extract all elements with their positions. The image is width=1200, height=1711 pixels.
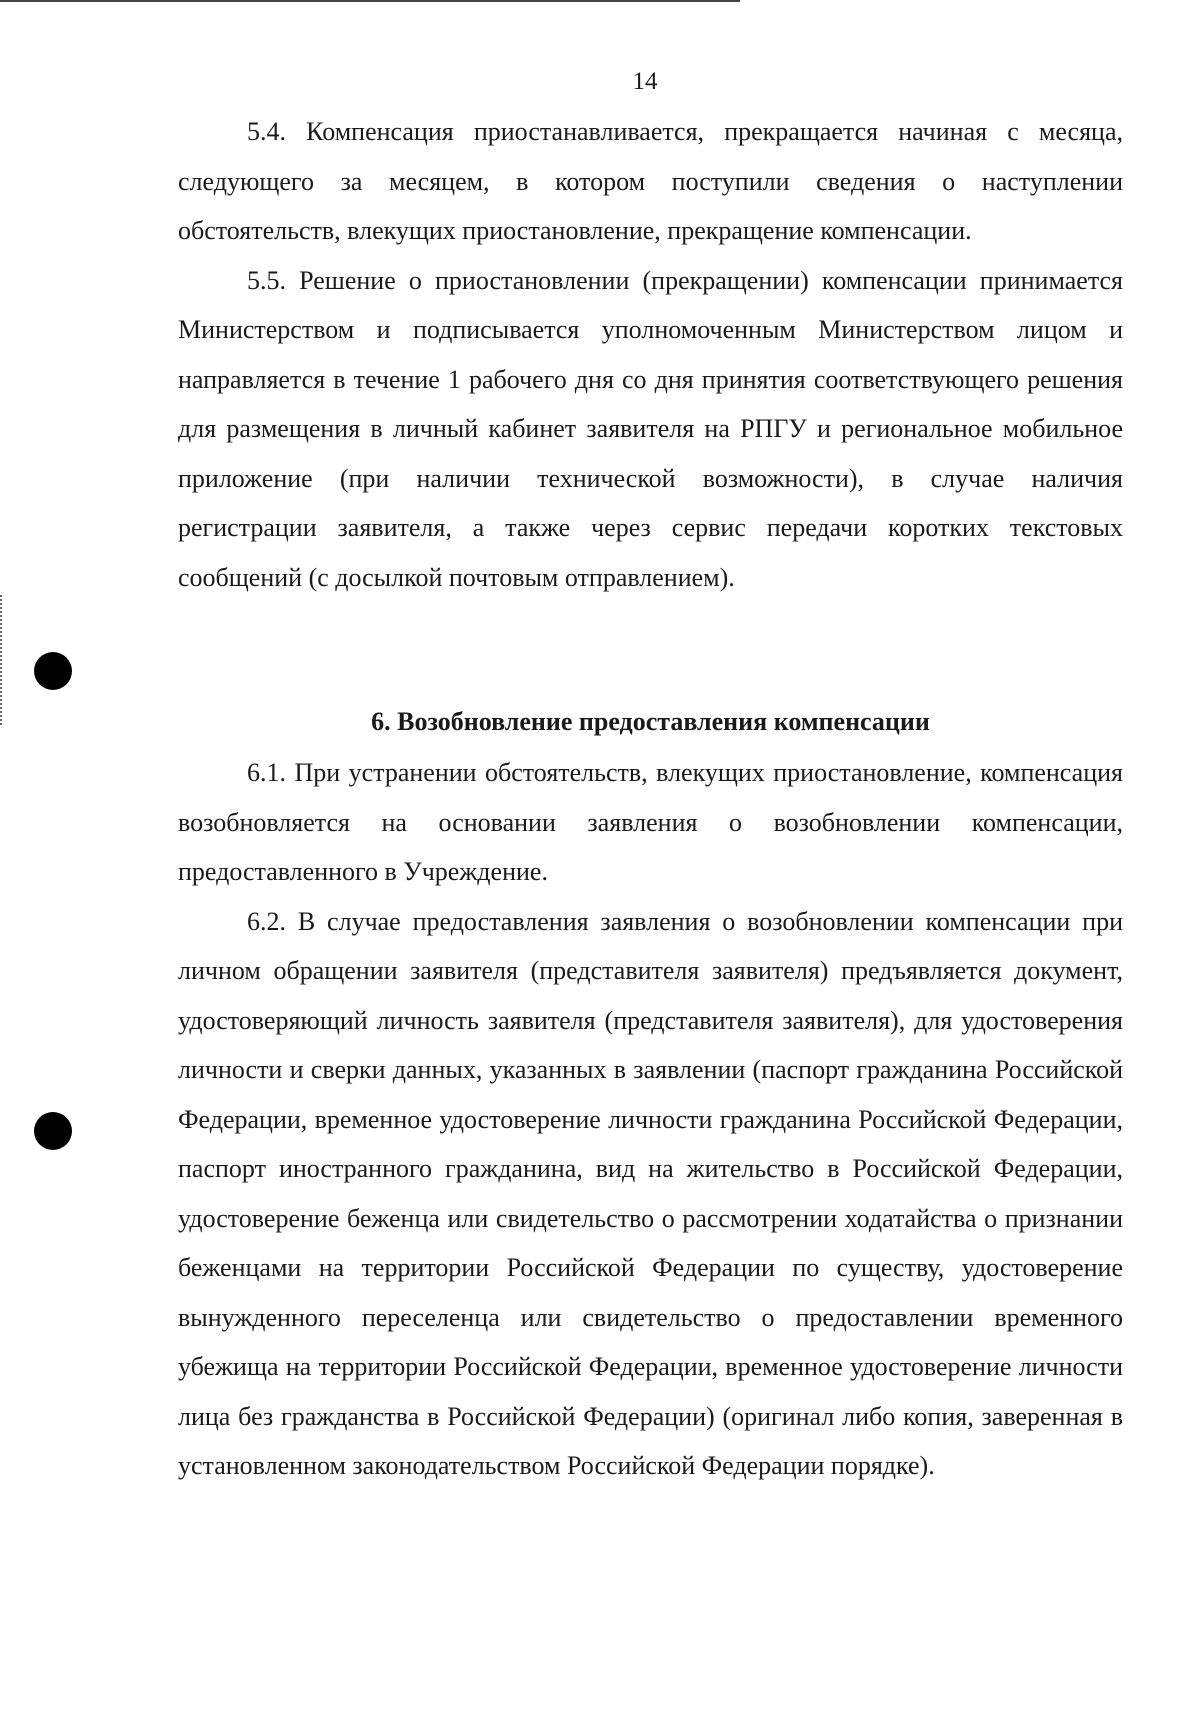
paragraph-5-4: 5.4. Компенсация приостанавливается, прекращается начиная с месяца, следующего за месяцем, в котором поступили сведения о наступлении обстоятельств, влекущих приостановление, прекращение компенсации.	[178, 117, 1123, 245]
scan-top-edge-line	[0, 0, 740, 2]
section-6-heading: 6. Возобновление предоставления компенсации	[371, 707, 930, 736]
paragraph-5-5: 5.5. Решение о приостановлении (прекращении) компенсации принимается Министерством и подписывается уполномоченным Министерством лицом и направляется в течение 1 рабочего дня со дня принятия соответствующего решения для размещения в личный кабинет заявителя на РПГУ и региональное мобильное приложение (при наличии технической возможности), в случае наличия регистрации заявителя, а также через сервис передачи коротких текстовых сообщений (с досылкой почтовым отправлением).	[178, 265, 1123, 592]
hole-punch-mark	[34, 652, 72, 690]
section-6-body	[178, 748, 1123, 1491]
paragraph-6-2: 6.2. В случае предоставления заявления о возобновлении компенсации при личном обращении заявителя (представителя заявителя) предъявляется документ, удостоверяющий личность заявителя (представителя заявителя), для удостоверения личности и сверки данных, указанных в заявлении (паспорт гражданина Российской Федерации, временное удостоверение личности гражданина Российской Федерации, паспорт иностранного гражданина, вид на жительство в Российской Федерации, удостоверение беженца или свидетельство о рассмотрении ходатайства о признании беженцами на территории Российской Федерации по существу, удостоверение вынужденного переселенца или свидетельство о предоставлении временного убежища на территории Российской Федерации, временное удостоверение личности лица без гражданства в Российской Федерации) (оригинал либо копия, заверенная в установленном законодательством Российской Федерации порядке).	[178, 906, 1123, 1480]
hole-punch-mark	[34, 1112, 72, 1150]
section-5-body	[178, 107, 1123, 602]
binding-edge-marks	[0, 595, 5, 725]
paragraph-6-1: 6.1. При устранении обстоятельств, влекущих приостановление, компенсация возобновляется на основании заявления о возобновлении компенсации, предоставленного в Учреждение.	[178, 758, 1123, 886]
page-number: 14	[632, 68, 658, 95]
